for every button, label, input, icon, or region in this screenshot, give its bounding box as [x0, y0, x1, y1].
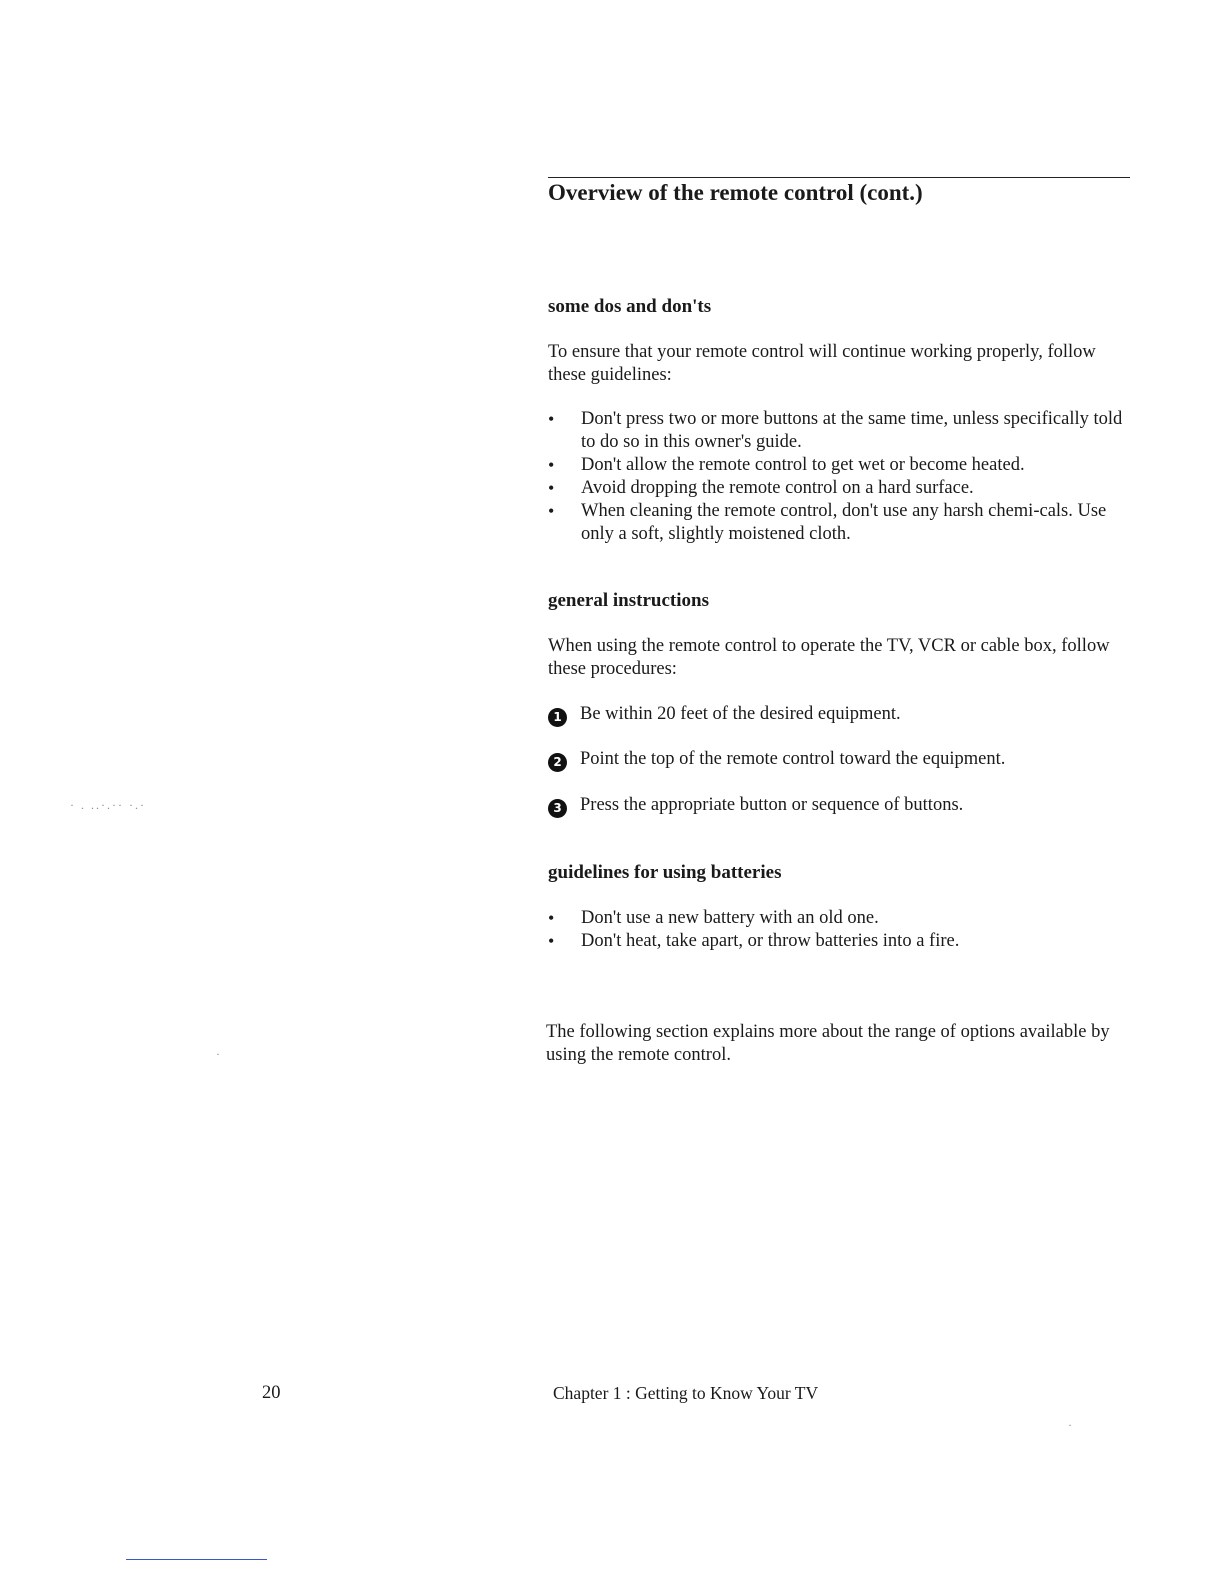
list-item: • Don't use a new battery with an old one. [548, 908, 879, 928]
bullet-icon: • [548, 455, 555, 475]
step-item [548, 703, 1138, 727]
scan-speck: · [1068, 1418, 1072, 1432]
section-heading-dos-donts: some dos and don'ts [548, 296, 712, 317]
chapter-footer: Chapter 1 : Getting to Know Your TV [553, 1383, 819, 1403]
list-item: • When cleaning the remote control, don't use any harsh chemi-cals. Use only a soft, slightly moistened cloth. [548, 501, 1107, 544]
bullet-icon: • [548, 478, 555, 498]
section-heading-batteries: guidelines for using batteries [548, 862, 782, 883]
bottom-divider [126, 1559, 267, 1560]
step-number-icon: 1 [548, 708, 567, 727]
dos-donts-list [548, 408, 1138, 546]
step-text: Be within 20 feet of the desired equipment. [580, 704, 901, 724]
batteries-list [548, 907, 1138, 953]
bullet-icon: • [548, 409, 555, 429]
general-intro: When using the remote control to operate the TV, VCR or cable box, follow these procedures: [548, 636, 1110, 679]
step-text: Point the top of the remote control toward the equipment. [580, 749, 1006, 769]
list-item: • Avoid dropping the remote control on a hard surface. [548, 478, 974, 498]
list-item: • Don't allow the remote control to get wet or become heated. [548, 455, 1025, 475]
header-rule [548, 177, 1130, 178]
closing-paragraph: The following section explains more about the range of options available by using the remote control. [546, 1022, 1110, 1065]
list-item: • Don't press two or more buttons at the same time, unless specifically told to do so in this owner's guide. [548, 409, 1123, 452]
bullet-icon: • [548, 501, 555, 521]
page-title: Overview of the remote control (cont.) [548, 180, 923, 205]
scan-speck: · [216, 1047, 220, 1061]
step-text: Press the appropriate button or sequence of buttons. [580, 795, 964, 815]
step-number-icon: 2 [548, 753, 567, 772]
step-item [548, 794, 1138, 818]
scan-speck: · . ..·.·· ·.· [70, 798, 146, 812]
bullet-icon: • [548, 908, 555, 928]
step-number-icon: 3 [548, 799, 567, 818]
section-heading-general: general instructions [548, 590, 709, 611]
dos-donts-intro: To ensure that your remote control will continue working properly, follow these guidelines: [548, 342, 1096, 385]
list-item: • Don't heat, take apart, or throw batteries into a fire. [548, 931, 960, 951]
bullet-icon: • [548, 931, 555, 951]
page-number: 20 [262, 1383, 281, 1403]
step-item [548, 748, 1138, 772]
